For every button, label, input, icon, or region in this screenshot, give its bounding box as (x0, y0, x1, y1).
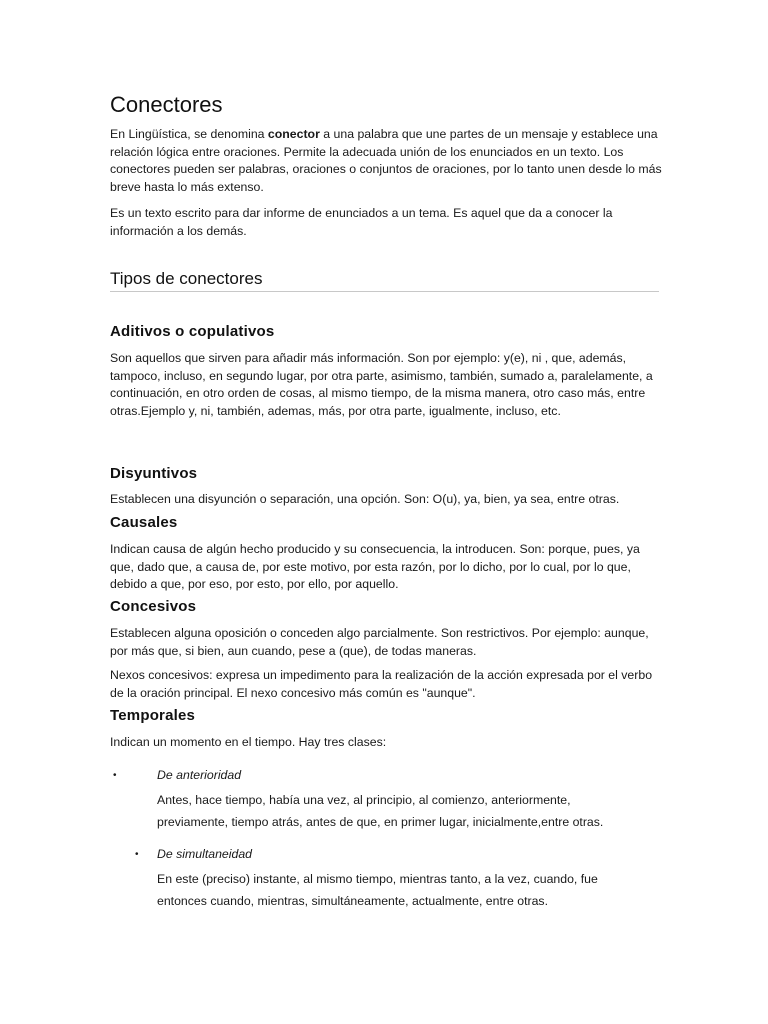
heading-causales: Causales (110, 514, 178, 531)
list-item-text-simultaneidad: En este (preciso) instante, al mismo tiempo, mientras tanto, a la vez, cuando, fue entonces cuando, mientras, simultáneamente, actualmente, entre otras. (157, 872, 598, 908)
heading-aditivos: Aditivos o copulativos (110, 323, 275, 340)
section-divider (110, 291, 659, 292)
bullet-icon: • (113, 770, 117, 781)
disyuntivos-text: Establecen una disyunción o separación, una opción. Son: O(u), ya, bien, ya sea, entre otras. (110, 492, 620, 506)
bullet-icon: • (135, 849, 139, 860)
intro-p1-post: a una palabra que une partes de un mensaje y establece una relación lógica entre oraciones. Permite la adecuada unión de los enunciados en un texto. Los conectores pueden ser palabras, oraciones o conjuntos de oraciones, por lo tanto unen desde lo más breve hasta lo más extenso. (110, 127, 662, 194)
temporales-text: Indican un momento en el tiempo. Hay tres clases: (110, 735, 387, 749)
intro-p1-bold-term: conector (267, 127, 320, 141)
aditivos-text: Son aquellos que sirven para añadir más información. Son por ejemplo: y(e), ni , que, además, tampoco, incluso, en segundo lugar, por otra parte, asimismo, también, sumado a, paralelamente, a continuación, en otro orden de cosas, al mismo tiempo, de la misma manera, otro caso más, entre otras.Ejemplo y, ni, también, ademas, más, por otra parte, igualmente, incluso, etc. (110, 351, 653, 418)
page-title: Conectores (110, 92, 223, 117)
list-item-text-anterioridad: Antes, hace tiempo, había una vez, al principio, al comienzo, anteriormente, previamente, tiempo atrás, antes de que, en primer lugar, inicialmente,entre otras. (157, 793, 604, 829)
concesivos-text-2: Nexos concesivos: expresa un impedimento para la realización de la acción expresada por el verbo de la oración principal. El nexo concesivo más común es "aunque". (110, 668, 653, 700)
heading-temporales: Temporales (110, 707, 196, 724)
heading-disyuntivos: Disyuntivos (110, 465, 198, 482)
list-item-label-anterioridad: De anterioridad (157, 768, 242, 782)
intro-p1-pre: En Lingüística, se denomina (110, 127, 268, 141)
concesivos-text-1: Establecen alguna oposición o conceden algo parcialmente. Son restrictivos. Por ejemplo: aunque, por más que, si bien, aun cuando, pese a (que), de todas maneras. (110, 626, 649, 658)
list-item-label-simultaneidad: De simultaneidad (157, 847, 253, 861)
causales-text: Indican causa de algún hecho producido y su consecuencia, la introducen. Son: porque, pues, ya que, dado que, a causa de, por este motivo, por esta razón, por lo dicho, por lo cual, por lo que, debido a que, por eso, por esto, por ello, por aquello. (110, 542, 640, 592)
section-title: Tipos de conectores (110, 269, 263, 288)
intro-paragraph-2: Es un texto escrito para dar informe de enunciados a un tema. Es aquel que da a conocer la información a los demás. (110, 206, 613, 238)
intro-paragraph-1 (110, 126, 662, 196)
heading-concesivos: Concesivos (110, 598, 197, 615)
